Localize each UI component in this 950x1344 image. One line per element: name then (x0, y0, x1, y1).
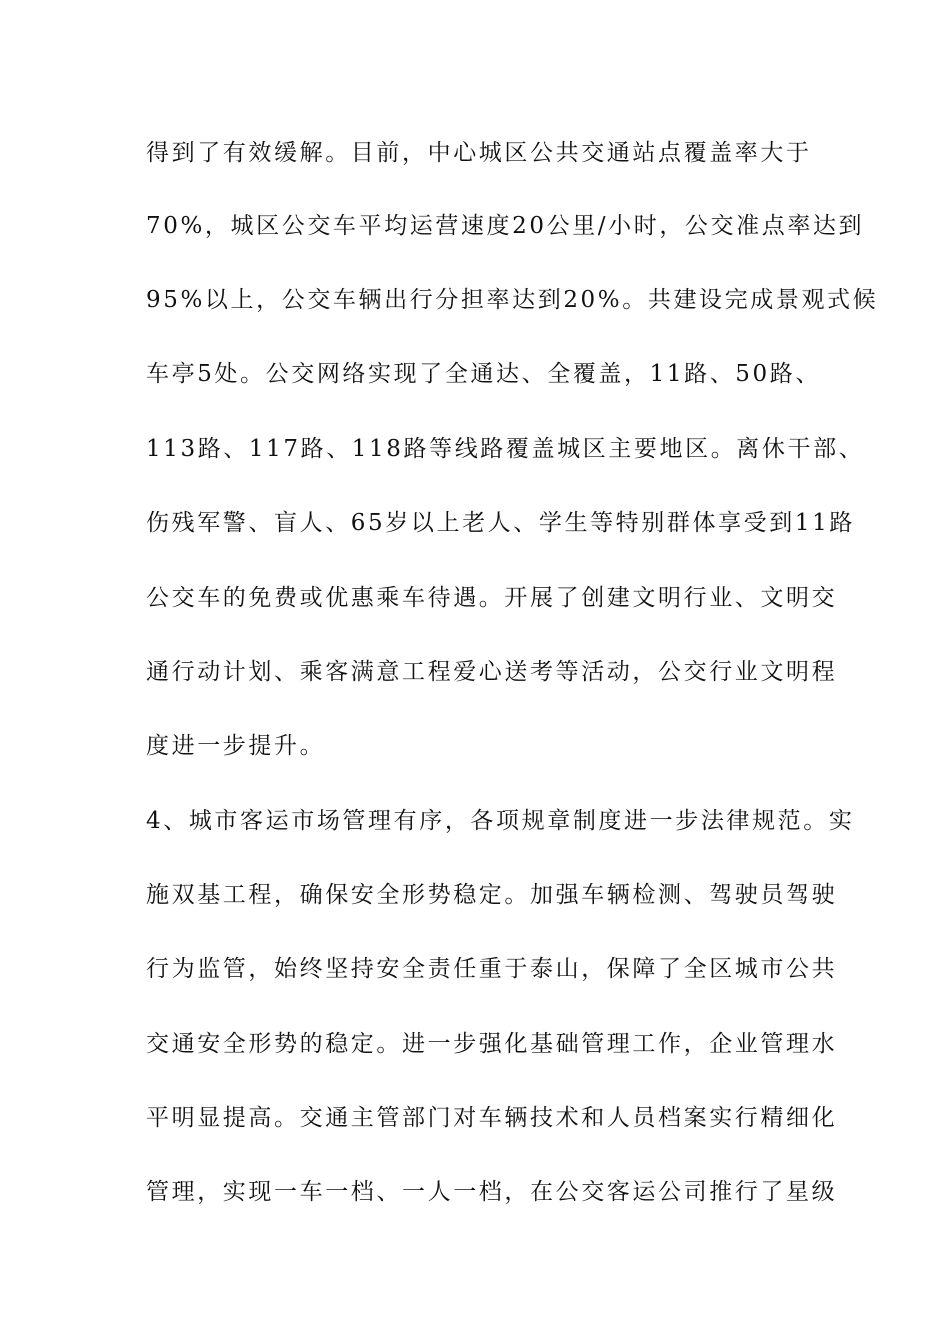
text-line: 70%，城区公交车平均运营速度20公里/小时，公交准点率达到 (146, 213, 865, 239)
text-line: 平明显提高。交通主管部门对车辆技术和人员档案实行精细化 (146, 1105, 838, 1131)
text-line: 4、城市客运市场管理有序，各项规章制度进一步法律规范。实 (146, 808, 855, 834)
text-line: 伤残军警、盲人、65岁以上老人、学生等特别群体享受到11路 (146, 510, 855, 536)
text-line: 交通安全形势的稳定。进一步强化基础管理工作，企业管理水 (146, 1031, 838, 1057)
text-line: 得到了有效缓解。目前，中心城区公共交通站点覆盖率大于 (146, 140, 812, 166)
text-line: 行为监管，始终坚持安全责任重于泰山，保障了全区城市公共 (146, 956, 838, 982)
text-line: 公交车的免费或优惠乘车待遇。开展了创建文明行业、文明交 (146, 585, 838, 611)
text-line: 施双基工程，确保安全形势稳定。加强车辆检测、驾驶员驾驶 (146, 882, 838, 908)
text-line: 通行动计划、乘客满意工程爱心送考等活动，公交行业文明程 (146, 659, 838, 685)
text-line: 95%以上，公交车辆出行分担率达到20%。共建设完成景观式候 (146, 287, 879, 313)
text-line: 度进一步提升。 (146, 733, 326, 759)
text-line: 管理，实现一车一档、一人一档，在公交客运公司推行了星级 (146, 1179, 838, 1205)
text-line: 113路、117路、118路等线路覆盖城区主要地区。离休干部、 (146, 436, 865, 462)
text-line: 车亭5处。公交网络实现了全通达、全覆盖，11路、50路、 (146, 361, 821, 387)
